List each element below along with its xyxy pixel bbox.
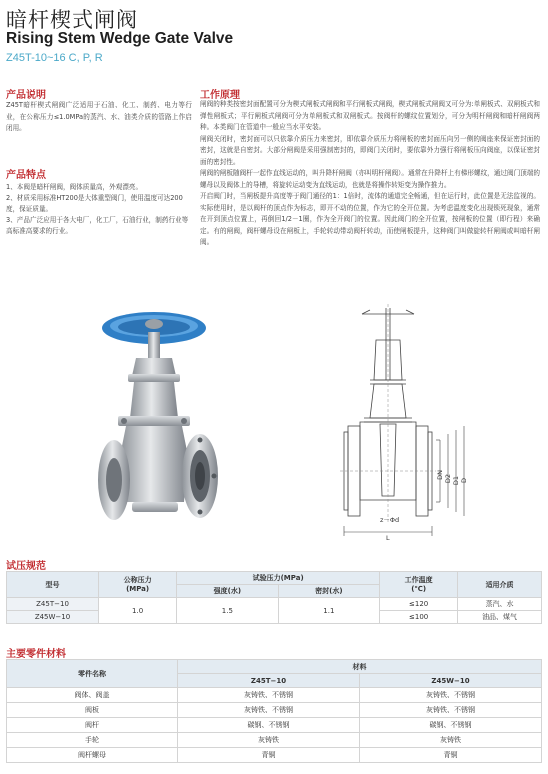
description-heading: 产品说明: [6, 90, 46, 101]
col-header-part: 零件名称: [7, 660, 178, 688]
col-header-temp: 工作温度 (℃): [380, 572, 458, 598]
col-header-test-pressure: 试验压力(MPa): [177, 572, 380, 585]
cell-material: 灰铸铁、不锈钢: [360, 688, 542, 703]
valve-dimension-drawing: [340, 300, 540, 540]
col-header-nominal: 公称压力 (MPa): [99, 572, 177, 598]
features-list: [6, 182, 192, 237]
cell-material: 灰铸铁、不锈钢: [178, 688, 360, 703]
principle-paragraph: 闸阀关闭时，密封面可以只依靠介质压力来密封，即依靠介质压力将闸板的密封面压向另一侧的阀座来保证密封面的密封，这就是自密封。大部分闸阀是采用强制密封的，即阀门关闭时，要依靠外力强行将闸板压向阀座，以保证密封面的密封性。: [200, 134, 540, 166]
cell-material: 灰铸铁: [178, 733, 360, 748]
feature-item: 2、材质采用标准HT200是大体重型阀门，使用温度可达200度，保证质量。: [6, 194, 183, 213]
cell-medium: 油品、煤气: [458, 611, 542, 624]
table-row: [7, 748, 542, 763]
cell-part: 手轮: [7, 733, 178, 748]
dim-label-bolt: z－Φd: [380, 516, 400, 524]
pressure-test-heading: 试压规范: [6, 561, 46, 572]
col-header-material: 材料: [178, 660, 542, 674]
cell-part: 阀体、阀盖: [7, 688, 178, 703]
table-row: [7, 688, 542, 703]
cell-nominal: 1.0: [99, 598, 177, 624]
cell-material: 灰铸铁: [360, 733, 542, 748]
cell-material: 灰铸铁、不锈钢: [360, 703, 542, 718]
dim-label-l: L: [386, 534, 390, 542]
page-title-en: Rising Stem Wedge Gate Valve: [6, 30, 234, 47]
pressure-test-table: [6, 571, 542, 624]
col-header-model: 型号: [7, 572, 99, 598]
cell-temp: ≤100: [380, 611, 458, 624]
cell-model: Z45T−10: [7, 598, 99, 611]
principle-paragraph: 闸阀的闸板随阀杆一起作直线运动的，叫升降杆闸阀（亦叫明杆闸阀）。通常在升降杆上有梯形螺纹，通过阀门顶端的螺母以及阀体上的导槽，将旋转运动变为直线运动，也就是将操作转矩变为操作推力。: [200, 169, 540, 189]
cell-part: 阀杆螺母: [7, 748, 178, 763]
cell-medium: 蒸汽、水: [458, 598, 542, 611]
table-row: [7, 718, 542, 733]
dim-label-dn: DN: [436, 470, 444, 480]
col-header-seal: 密封(水): [278, 585, 380, 598]
valve-photo: [92, 306, 232, 542]
description-text: Z45T暗杆楔式闸阀广泛适用于石油、化工、制药、电力等行业，在公称压力≤1.0MPa的蒸汽、水、油类介质的管路上作启闭用。: [6, 101, 192, 132]
feature-item: 3、产品广泛应用于各大电厂，化工厂，石油行业，制药行业等高标准高要求的行业。: [6, 216, 189, 235]
cell-model: Z45W−10: [7, 611, 99, 624]
cell-temp: ≤120: [380, 598, 458, 611]
table-row: [7, 733, 542, 748]
cell-material: 青铜: [178, 748, 360, 763]
principle-body: [200, 99, 540, 249]
feature-item: 1、本阀是暗杆闸阀，阀体质量高，外观漂亮。: [6, 183, 143, 191]
page-title-cn: 暗杆楔式闸阀: [6, 8, 138, 32]
materials-heading: 主要零件材料: [6, 649, 66, 660]
cell-part: 阀板: [7, 703, 178, 718]
table-row: [7, 598, 542, 611]
cell-material: 青铜: [360, 748, 542, 763]
table-row: [7, 703, 542, 718]
col-header-z45t: Z45T−10: [178, 674, 360, 688]
col-header-strength: 强度(水): [177, 585, 279, 598]
cell-material: 碳钢、不锈钢: [178, 718, 360, 733]
col-header-medium: 适用介质: [458, 572, 542, 598]
principle-paragraph: 闸阀的种类按密封面配置可分为楔式闸板式闸阀和平行闸板式闸阀，楔式闸板式闸阀又可分为:单闸板式、双闸板式和弹性闸板式；平行闸板式闸阀可分为单闸板式和双闸板式。按阀杆的螺纹位置划分，可分为明杆闸阀和暗杆闸阀两种。本类阀门在管道中一般应当水平安装。: [200, 100, 540, 131]
materials-table: [6, 659, 542, 763]
col-header-z45w: Z45W−10: [360, 674, 542, 688]
model-line: Z45T-10~16 C, P, R: [6, 52, 103, 64]
principle-heading: 工作原理: [200, 90, 240, 101]
features-heading: 产品特点: [6, 170, 46, 181]
dim-label-d2: D2: [444, 474, 452, 484]
cell-material: 灰铸铁、不锈钢: [178, 703, 360, 718]
principle-paragraph: 开启阀门时，当闸板提升高度等于阀门通径的1：1倍时，流体的通道完全畅通，但在运行时，此位置是无法监视的。实际使用时，是以阀杆的顶点作为标志，即开不动的位置，作为它的全开位置。为考虑温度变化出现锁死现象，通常在开到顶点位置上，再倒回1/2－1圈，作为全开阀门的位置。因此阀门的全开位置，按闸板的位置（即行程）来确定。有的闸阀，阀杆螺母设在闸板上，手轮转动带动阀杆转动，而使闸板提升，这种阀门叫做旋转杆闸阀或叫暗杆闸阀。: [200, 192, 540, 246]
cell-material: 碳钢、不锈钢: [360, 718, 542, 733]
dim-label-d: D: [460, 478, 468, 484]
cell-seal: 1.1: [278, 598, 380, 624]
cell-strength: 1.5: [177, 598, 279, 624]
dim-label-d1: D1: [452, 476, 460, 486]
cell-part: 阀杆: [7, 718, 178, 733]
